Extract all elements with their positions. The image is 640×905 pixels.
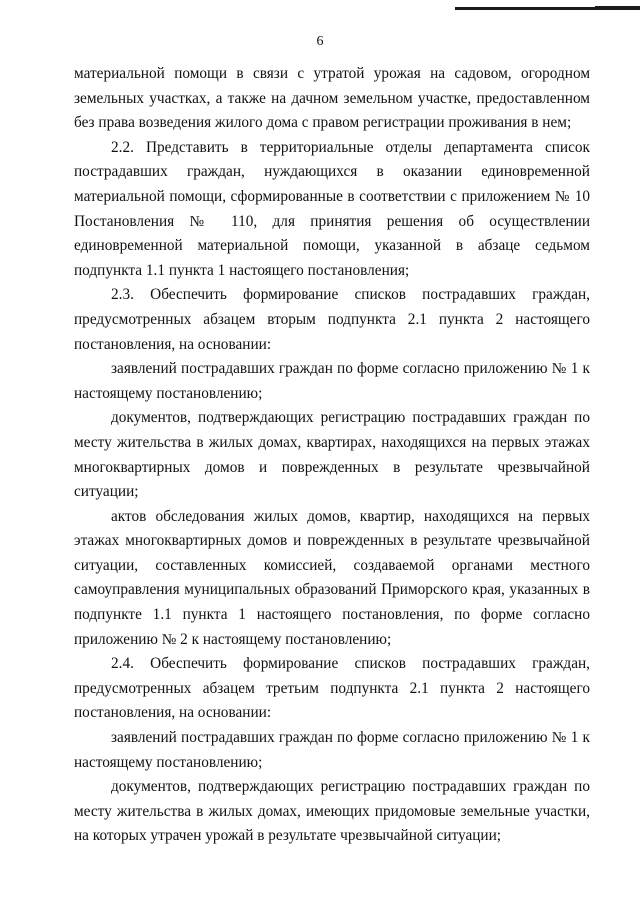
paragraph-registration-documents-2: документов, подтверждающих регистрацию пострадавших граждан по месту жительства в жилых домах, имеющих придомовые земельные участки, на которых утрачен урожай в результате чрезвычайной ситуации; [74,778,590,845]
page-number: 6 [316,34,324,49]
document-body [74,62,590,849]
paragraph-applications: заявлений пострадавших граждан по форме согласно приложению № 1 к настоящему постановлению; [74,360,590,402]
paragraph-2-3: 2.3. Обеспечить формирование списков пострадавших граждан, предусмотренных абзацем вторым подпункта 2.1 пункта 2 настоящего постановления, на основании: [74,286,590,353]
paragraph-2-2: 2.2. Представить в территориальные отделы департамента список пострадавших граждан, нуждающихся в оказании единовременной материальной помощи, сформированные в соответствии с приложением № 10 Постановления № 110, для принятия решения об осуществлении единовременной материальной помощи, указанной в абзаце седьмом подпункта 1.1 пункта 1 настоящего постановления; [74,138,590,279]
paragraph-registration-documents: документов, подтверждающих регистрацию пострадавших граждан по месту жительства в жилых домах, квартирах, находящихся на первых этажах многоквартирных домов и поврежденных в результате чрезвычайной ситуации; [74,409,590,501]
paragraph-2-4: 2.4. Обеспечить формирование списков пострадавших граждан, предусмотренных абзацем третьим подпункта 2.1 пункта 2 настоящего постановления, на основании: [74,655,590,722]
paragraph-inspection-acts: актов обследования жилых домов, квартир, находящихся на первых этажах многоквартирных домов и поврежденных в результате чрезвычайной ситуации, составленных комиссией, создаваемой органами местного самоуправления муниципальных образований Приморского края, указанных в подпункте 1.1 пункта 1 настоящего постановления, по форме согласно приложению № 2 к настоящему постановлению; [74,507,590,648]
paragraph-applications-2: заявлений пострадавших граждан по форме согласно приложению № 1 к настоящему постановлению; [74,729,590,771]
scan-edge-line [455,7,640,10]
paragraph-continuation: материальной помощи в связи с утратой урожая на садовом, огородном земельных участках, а также на дачном земельном участке, предоставленном без права возведения жилого дома с правом регистрации проживания в нем; [74,65,590,132]
